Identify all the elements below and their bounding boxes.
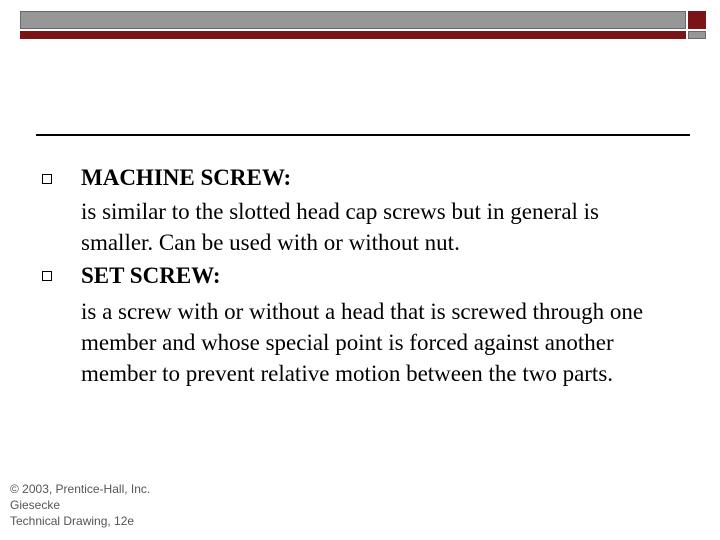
item-description: is a screw with or without a head that is screwed through one member and whose special point is forced against another member to prevent relative motion between the two parts. xyxy=(81,299,644,386)
bullet-item-machine-screw xyxy=(0,160,720,258)
square-bullet-icon xyxy=(42,174,52,184)
corner-square-gray xyxy=(688,31,706,39)
square-bullet-icon xyxy=(42,271,52,281)
footer-book-title: Technical Drawing, 12e xyxy=(10,514,135,528)
bullet-item-set-screw xyxy=(0,260,720,389)
item-description: is similar to the slotted head cap screws but in general is smaller. Can be used with or without nut. xyxy=(81,199,600,255)
slide-content xyxy=(0,160,720,389)
copyright-footer xyxy=(10,481,150,529)
footer-copyright: © 2003, Prentice-Hall, Inc. xyxy=(10,482,151,496)
footer-author: Giesecke xyxy=(10,498,61,512)
item-heading: MACHINE SCREW: xyxy=(81,165,292,190)
corner-square-red xyxy=(688,11,706,29)
title-bar-gray xyxy=(20,11,686,29)
item-heading: SET SCREW: xyxy=(81,263,221,288)
title-divider-line xyxy=(36,134,690,136)
title-bar-red xyxy=(20,31,686,39)
title-decoration-bar xyxy=(20,11,708,39)
